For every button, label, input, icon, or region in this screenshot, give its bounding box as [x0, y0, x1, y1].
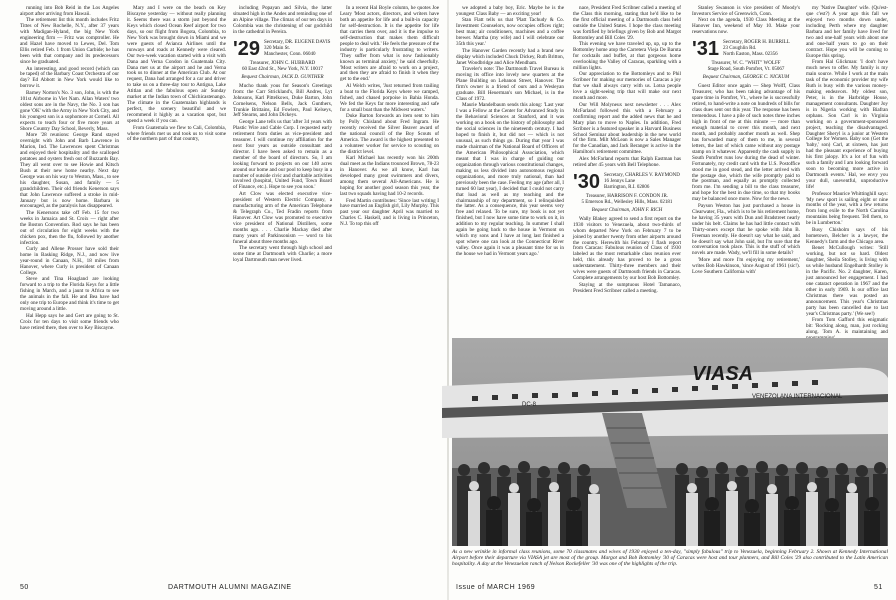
- paragraph: Professor Maurice Whittinghill says: 'My new sport is sailing eight or nine months of the year, with a few returns from long exile to the North Carolina mountains being frequent. Tell them, to be in Lumberton.': [806, 190, 888, 227]
- paragraph: Staying at the sumptuous Hotel Tamanaco, President Fred Scribner called a meeting.: [573, 281, 681, 294]
- treasurer-address: 5 Emerson Rd., Wellesley Hills, Mass. 02181: [581, 199, 673, 205]
- class-1930-heading: [573, 170, 681, 193]
- bequest-chairman: Bequest Chairman, GEORGE C. NICKUM: [702, 75, 790, 81]
- paragraph: including Popayan and Silvia, the latter situated high in the Andes and reminding one of an Alpine village. The climax of our ten days in Colombia was the christening of our godchild in the cathedral in Pereira.: [233, 5, 332, 35]
- paragraph: From Guatemala we flew to Cali, Colombia, where friends met us and took us to visit some of the northern part of that country,: [127, 124, 226, 143]
- class-1931-heading: [692, 38, 800, 61]
- paragraph: Alex McFarland reports that Ralph Eastman has retired after 45 years with Bell Telephone.: [573, 155, 681, 168]
- paragraph: An interesting, and good record (which can be taped) of the Barbary Coast Orchestra of our day? Ed Abbott in New York would like to borrow it.: [20, 65, 119, 90]
- paragraph: Mary and I were on the beach on Key Biscayne yesterday — without really planning it. Seems there was a storm just beyond the Keys which closed Ocean Reef airport for two days, so our flight from Bogota, Colombia, to New York was brought down in Miami and we were guests of Avianca Airlines until the runways and roads at Kennedy were cleared. Our two-week vacation started with a visit with Dana and Verna Condon in Guatemala City. Dana met us at the airport and he and Verna took us to dinner at the American Club. At our request, Dana had arranged for a car and driver to take us on a three-day tour to Antigua, Lake Atitlan and the fabulous open air Sunday market at the Indian town of Chichicastenango. The climate in the Guatemalan highlands is perfect, the scenery beautiful and we recommend it highly as a vacation spot, but spend a week if you can.: [127, 5, 226, 125]
- group-photo-svg: [452, 338, 888, 546]
- paragraph: From Tom Gafford this enigmatic bit: 'Rocking along, man, just rocking along. Tom A. is maintaining and: [806, 317, 888, 335]
- paragraph: Curly and Allene Prosser have sold their home in Basking Ridge, N.J., and now live year-round in Canaan, N.H., 18 miles from Hanover, where Curly is president of Canaan College.: [20, 246, 119, 276]
- aircraft-code: DC-8: [522, 402, 537, 408]
- class-year: '29: [233, 37, 261, 60]
- left-column-4: [340, 6, 439, 576]
- paragraph: nace, President Fred Scribner called a meeting of the Class this morning, stating that he'd like to be the first official meeting of a Dartmouth class held outside the United States. I hope the class meeting was fortified by briefings given by Bob and Margot Bottomley and Bill Coles '29.: [573, 5, 681, 41]
- left-column-2: [127, 6, 226, 576]
- paragraph: This evening we have traveled up, up, up to the Bottomley home atop the Carretera Vieja De Baruta for cocktails and buffet, at that gorgeous home overlooking the Valley of Caracas, sparkling with a million lights.: [573, 41, 681, 72]
- photo-caption: As a new wrinkle in informal class reunions, some 70 classmates and wives of 1930 enjoyed a ten-day, "simply fabulous" trip to Venezuela, beginning February 2. Shown at Kennedy International Airport before their departure via VIASA jet are most of the group. Margot and Bob Bottomley '30 of Caracas were host and tour planners, and Bill Coles '29 also contributed to the Latin American hospitality. A day at the Venezuelan ranch of Nelson Rockefeller '30 was one of the highlights of the trip.: [452, 549, 888, 568]
- issue-footer: Issue of MARCH 1969: [456, 584, 536, 591]
- paragraph: Wally Blakey agreed to send a first report on the 1930 visitors to Venezuela, about two-thirds of whom departed New York on February 7 to be joined by another twenty from other airports around the country. Herewith his February I flash report from Caracas: Fabulous reunion of Class of 1930 labeled as the most remarkable class reunion ever held, this already has proved to be a gross understatement. Thirty-three members and their wives were guests of Dartmouth friends in Caracas. Complete arrangements by our host Bob Bottomley.: [573, 215, 681, 282]
- paragraph: George Lane tells us that 'after 34 years with Plastic Wire and Cable Corp. I requested early retirement from duties as vice-president and treasurer. I will continue my affiliation for the next four years as outside consultant and director. I have been asked to remain as a member of the board of directors. So, I am looking forward to projects on our 140 acres around our home and our pool to keep busy in a number of outside civic and charitable activities involved (hospital, United Fund, Town Board of Finance, etc.). Hope to see you soon.': [233, 118, 332, 191]
- treasurer-name: Treasurer, HARRISON F. CONDON JR.: [585, 193, 669, 199]
- left-column-1: [20, 6, 119, 576]
- paragraph: Steve and Tina Hoagland are looking forward to a trip to the Florida Keys for a little fishing in March, and a jaunt to Africa to see the animals in the fall. He and Bea have had only one trip to Europe and think it's time to get moving around a little.: [20, 276, 119, 313]
- right-column-1: [456, 6, 564, 336]
- class-1929-heading: [233, 37, 332, 60]
- secretary-name: Secretary, CHARLES V. RAYMOND: [604, 172, 680, 178]
- right-column-2: [573, 6, 681, 336]
- paragraph: Hal Hepp says he and Gert are going to St. Croix for ten days to visit some friends who have retired there, then over to Key Biscayne.: [20, 312, 119, 331]
- paragraph: running into Bob Reid in the Los Angeles airport after arriving from Hawaii.: [20, 5, 119, 17]
- paragraph: The Kenersons take off Feb. 15 for two weeks in Jamaica and St. Croix — right after the Boston Convention. Rod says he has been out of circulation for eight weeks with the chicken pox, then the flu, followed by another infection.: [20, 209, 119, 246]
- class-secretary-block: [604, 173, 680, 191]
- paragraph: The retirement list this month includes Fritz Tittes of New Rochelle, N.Y., after 37 years with Madigan-Hyland, the big New York engineering firm — Fritz was comptroller. He and Hazel have moved to Lewes, Del. Tom Ellis retired Feb. 1 from Union Carbide; he has been with that company and its predecessors since he graduated.: [20, 17, 119, 66]
- secretary-address: 320 Main St.: [264, 45, 290, 51]
- page-number-right: 51: [874, 584, 883, 591]
- paragraph: we adopted a baby boy, Eric. Maybe he is the youngest Class Baby — an exciting year!: [456, 5, 564, 17]
- class-year: '31: [692, 38, 720, 61]
- paragraph: Our appreciation to the Bottomleys and to Phil Scribner for making our memories of Caracas a joy that we shall always carry with us. Lotsa people love a sight-seeing trip that will make our next month and more.: [573, 71, 681, 102]
- bequest-chairman: Bequest Chairman, JACK D. GUNTHER: [241, 74, 324, 80]
- treasurer-name: Treasurer, W. C. "WHIT" WOLFF: [711, 61, 781, 67]
- page-gutter: [447, 0, 449, 600]
- paragraph: Duke Barton forwards an item sent to him by Polly Chisland about Fred Ingram. He recently received the Silver Beaver award of the national council of the Boy Scouts of America. The award is the highest presented to a volunteer worker for service to scouting on the district level.: [340, 113, 439, 155]
- paragraph: Next on the agenda, 1930 Class Meeting at the Hanover Inn, weekend of May 10. Make your reservations now.: [692, 17, 800, 36]
- secretary-address: 23 Coughlin Rd.: [723, 46, 757, 52]
- secretary-city: North Easton, Mass. 02356: [723, 52, 778, 58]
- paragraph: Art Clow was elected executive vice-president of Western Electric Company, a manufacturing arm of the American Telephone & Telegraph Co., Ted Fradin reports from Hanover. Art Clow was promoted to executive vice president of National Distillers, some months ago. . . . Charlie Mackay died after many years of Parkinsonism — word to his funeral about three months ago.: [233, 190, 332, 245]
- paragraph: Payson Weston has just purchased a house in Clearwater, Fla., which is to be his retirement home, he having 35 years with Dun and Bradstreet nearly under his belt. Claims he has had little contact with Thirty-oners except that he spoke with John B. Freeman recently. He doesn't say what he said, and he doesn't say what John said, but I'm sure that the conversation took place. This is the stuff of which novels are made. Wady, we'll fill in some details?: [692, 202, 800, 257]
- secretary-address: 16 Jennys Lane: [604, 178, 636, 184]
- secretary-name: Secretary, DR. EUGENE DAVIS: [264, 39, 331, 45]
- paragraph: Guest Editor once again — Shep Wolff, Class Treasurer, who has been taking advantage of his spare time in Pomfret, Vt., where he is successfully retired, to hand-write a note on hundreds of bills for class dues sent out this year. The response has been tremendous. I have a pile of such notes three inches high in front of me at this minute — more than enough material to cover this month, and next month, and probably another month as well. Shep has forwarded many of them to me, in several letters, the last of which came without any postage stamp on it whatever. Apparently the cash supply in South Pomfret runs low during the dead of winter. Fortunately, my credit card with the U.S. Postoffice stood me in good stead, and the letter arrived with the postage due, which the wife promptly paid to the postman, and equally as promptly collected from me. I'm sending a bill to the class treasurer, and hope for the best in due time, so that my books may be balanced once more. Now for the news.: [692, 83, 800, 203]
- secretary-city: Manchester, Conn. 06040: [264, 51, 316, 57]
- treasurer-address: 60 East 42nd St., New York, N.Y. 10017: [242, 66, 323, 72]
- paragraph: Our Will Molyneux next newsletter . . . Alex McFarland followed this with a February a confirming report and the added news that he and Mary plan to move to Naples. In addition, Fred Scribner is a featured speaker in a Harvard Business School Seminar about leadership in the new world of the firm. Milt McLean is now a Sales Manager for the Canadian, and Jack Beranger is active in the Hamilton's retirement committee.: [573, 101, 681, 156]
- paragraph: Stanley Swanson is vice president of Moody's Investors Service of Greenwich, Conn.: [692, 5, 800, 17]
- paragraph: From Hal Glickman: 'I don't have much news to offer. My family is my main source. While I work at the main task of the economic provider my wife Ruth is busy with the various money-making endeavors. My oldest son, Peter, is in the Harbridge House, management consultants. Daughter Joy is in Nigeria working with Biafran orphans. Son Carl is in Virginia working on a government-sponsored project, teaching the disadvantaged. Daughter Sheryl is a junior at Western College for Women. Baby son (Get the 'baby,' son) Carl, at sixteen, has just had the pleasant experience of buying his first jalopy. It's a lot of fun with such a family and I am looking forward soon to becoming more active in Dartmouth events.' Hal, we envy you your dull, uneventful, unproductive life!: [806, 59, 888, 191]
- bequest-chairman: Bequest Chairman, JOHN F. RICH: [591, 207, 663, 213]
- airline-tagline: VENEZOLANA INTERNACIONAL: [752, 394, 843, 400]
- paragraph: Maurie Mandelbaum sends this along: 'Last year I was a Fellow at the Center for Advanced Study in the Behavioral Sciences at Stanford, and it was working on a book on the history of philosophy and the social sciences in the nineteenth century. I had hoped to finish it, but did not — which is not unusual, as such things go. During that year I was made chairman of the National Board of Officers of the American Philosophical Association, which meant that I was in charge of guiding our organization through various constitutional changes, making us less divided into autonomous regional organizations, and more truly national, than had previously been the case. Feeling my age (after all, I turned 60 last year), I decided that I could not carry that load as well as my teaching and the chairmanship of my department, so I relinquished the latter. As a consequence, this year seems very free and relaxed. To be sure, my book is not yet finished, but I now have some time to work on it, in addition to my regular teaching. In summer I shall again be going back to the house in Vermont on which my sons and I have at long last finished a spot where one can look at the Connecticut River valley. Once again it was a pleasant time for us in the house we had in Vermont years ago.': [456, 102, 564, 258]
- paragraph: Al Welch writes, 'Just returned from trailing a boat to the Florida Keys where we camped, fished, and chased porpoise in Bahia Honda. We fed the Keys far more interesting and safe for a small boat than the Midwest waters.': [340, 82, 439, 113]
- paragraph: Benet McCullough writes: 'Still working, but not so hard. Oldest daughter, Sheila Stolley, is living with us while husband Engelhardt Stolley is in the Pacific. No. 2 daughter, Karen, just announced her engagement. I had one cataract operation in 1967 and the other in early 1969. Is our office last Christmas there was posted an announcement. This year's Christmas party has been cancelled due to last year's Christmas party.' (We see!): [806, 245, 888, 317]
- paragraph: The secretary went through high school and some time at Dartmouth with Charlie; a more loyal Dartmouth man never lived.: [233, 244, 332, 263]
- airline-name: VIASA: [692, 363, 754, 385]
- paragraph: Fred Martin contributes: 'Since last writing I have married an English girl, Lily Murphy. This past year our daughter April was married to Charles C. Haskell, and is living in Princeton, N.J. To top this off: [340, 197, 439, 228]
- page-number-left: 50: [20, 584, 29, 591]
- class-year: '30: [573, 170, 601, 193]
- group-photo: [452, 338, 888, 546]
- paragraph: my 'Native Daughter' wife. (Qu'est-que c'est?) A year ago this fall we enjoyed two months down under, including Perth where my daughter Barbara and her family have lived for two and one-half years with about one and one-half years to go on their contract. Hope you will be coming to Europe this spring.: [806, 5, 888, 59]
- left-column-3: [233, 6, 332, 576]
- class-secretary-block: [264, 40, 330, 58]
- secretary-name: Secretary, ROGER H. BURRILL: [723, 40, 790, 46]
- paragraph: Barney Norton's No. 3 son, John, is with the 101st Airborne in Viet Nam. Allan Waters' two oldest sons are in the Navy, the No. 3 son has gone 'OK' with the Army in New York City, and his youngest son is a sophomore at Cornell. All expects to teach four or five more years at Shore Country Day School, Beverly, Mass.: [20, 89, 119, 132]
- paragraph: In a recent Hal Boyle column, he quotes Joe Leary 'Most actors, directors, and writers have both an appetite for life and a built-in capacity for self-destruction. It is the appetite for life that carries them over, and it is the impulse to self-destruction that makes them difficult people to deal with.' He feels the pressure of the industry is particularly frustrating to writers. 'They suffer from what is now fashionably known as terminal anxiety,' he said cheerfully. 'Most writers are afraid to work on a project, and then they are afraid to finish it when they get to the end.': [340, 5, 439, 83]
- paragraph: Karl Michael has recently won his 200th dual meet as the Indians trounced Brown, 78-23 in Hanover. As we all know, Karl has developed many great swimmers and divers, among them several All-Americans. He is hoping for another good season this year, the last two squads having had 10-2 records.: [340, 155, 439, 198]
- treasurer-name: Treasurer, JOHN C. HUBBARD: [249, 60, 316, 66]
- treasurer-address: Stage Road, South Pomfret, Vt. 05067: [707, 67, 785, 73]
- paragraph: Mucho thank yous for Season's Greetings from: the Carr Strickland's, Bill Andres, Lyt Johnsons, Karl Pittelkows, Duke Barton, John Cornelsens, Nelson Bells, Jack Gunthers, Trunkie Brittains, Ed Fowlers, Paul Kelseys, Jeff Stearns, and John Dickeys.: [233, 82, 332, 119]
- right-column-3: [692, 6, 800, 336]
- secretary-city: Barrington, R.I. 02806: [604, 184, 650, 190]
- paragraph: 'More and more I'm enjoying my retirement,' writes Bob Hawkinson, 'since August of 1961 (sic!). Love Southern California with': [692, 256, 800, 275]
- magazine-title-footer: DARTMOUTH ALUMNI MAGAZINE: [168, 584, 292, 591]
- paragraph: The Hanover Garden recently had a brand new display which included Chuck Dickey, Ruth Britton, Janet Woodbridge and Alice Mendham.: [456, 47, 564, 66]
- right-column-4: [806, 6, 888, 336]
- paragraph: Stan Flatt tells us that 'Platt Tachudy & Co. Investment Counselors, now occupies offices right; best man; air conditioners, machines and a coffee brewer. Martha (my wife) and I will celebrate our 35th this year.': [456, 17, 564, 48]
- paragraph: More '28 reunions: George Rand stayed overnight with John and Barb Lawrence in Marion, Ind. The Lawrences spent Christmas and enjoyed their hospitality and the scalloped potatoes and oysters fresh out of Buzzards Bay. They all went over to see Howie and Kitsch Bush at their new home nearby. Next day George was on his way to Weston, Mass., to see his daughter, Susan, and family — 5 grandchildren. Their old friends Kenerson says that John Lawrence suffered a stroke in mid-January but is now home. Barbara is encouraged, as the paralysis has disappeared.: [20, 132, 119, 210]
- paragraph: Busy Chisholm says of his hometown, Belcher is a lawyer, the Kennedy's farm and the Chicago area.: [806, 226, 888, 245]
- class-secretary-block: [723, 40, 790, 58]
- paragraph: Traveler's note: The Dartmouth Travel Bureau is moving its office into lovely new quarters at the Plane Building on Lebanon Street, Hanover. The firm's owner is a friend of ours and a Wesleyan graduate. Bill Heuerman's son Michael, is in the Class of 1972.: [456, 66, 564, 102]
